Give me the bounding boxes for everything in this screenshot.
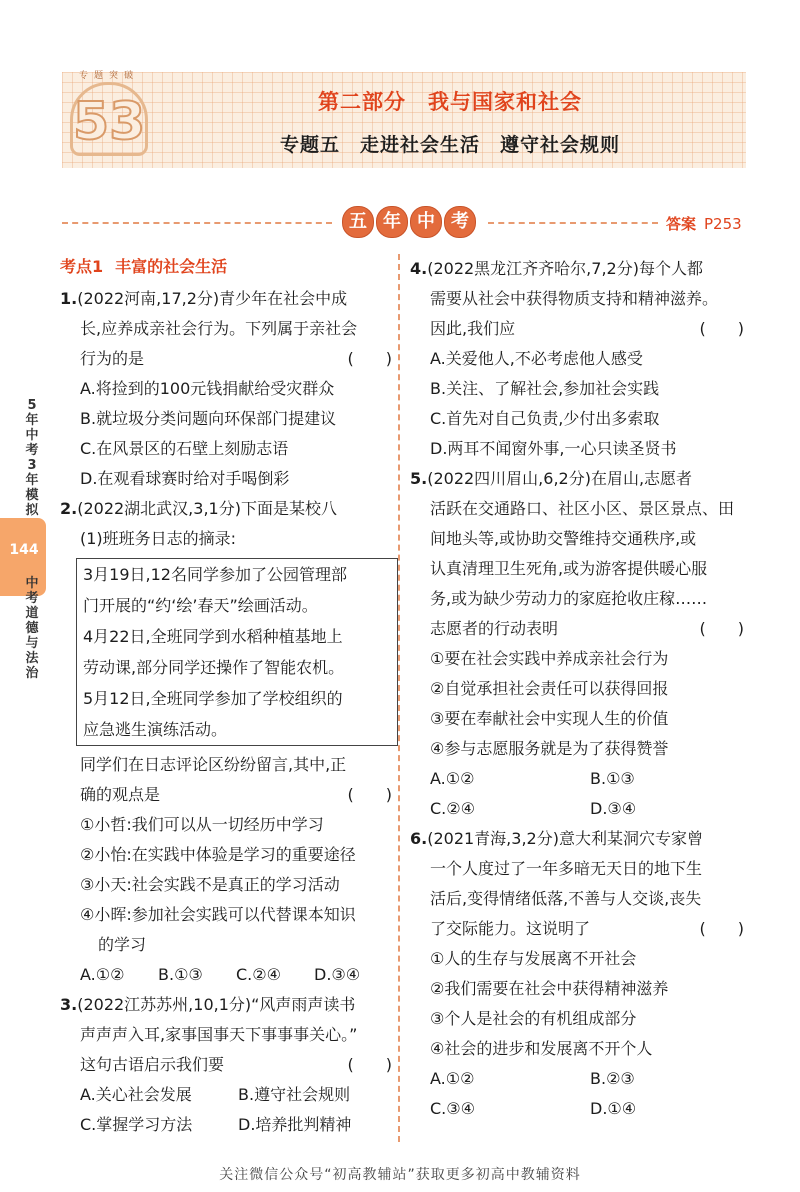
question-1	[60, 284, 398, 494]
banner-divider-right	[488, 222, 658, 224]
excerpt-line: 应急逃生演练活动。	[83, 720, 228, 739]
topic-title: 专题五 走进社会生活 遵守社会规则	[279, 134, 620, 156]
option-b: B.①③	[158, 965, 203, 984]
logo-number: 53	[70, 82, 148, 156]
question-text: (2022黑龙江齐齐哈尔,7,2分)每个人都	[427, 259, 703, 278]
question-text: 确的观点是	[80, 785, 161, 804]
option-c: C.②④	[430, 799, 475, 818]
option-d: D.培养批判精神	[238, 1115, 352, 1134]
logo-caption: 专题突破	[78, 71, 139, 81]
diary-excerpt-box	[76, 558, 398, 746]
question-text: (2022河南,17,2分)青少年在社会中成	[77, 289, 348, 308]
question-text: (2022江苏苏州,10,1分)“风声雨声读书	[77, 995, 356, 1014]
page-number: 144	[9, 542, 39, 558]
question-line: (1)班班务日志的摘录:	[80, 529, 237, 548]
question-line	[60, 780, 398, 810]
option-row	[410, 1064, 750, 1094]
question-text: 这句古语启示我们要	[80, 1055, 225, 1074]
statement: 的学习	[98, 935, 147, 954]
excerpt-line: 4月22日,全班同学到水稻种植基地上	[83, 627, 343, 646]
question-line	[410, 824, 750, 854]
option-a: A.关心社会发展	[80, 1085, 192, 1104]
statement: ③个人是社会的有机组成部分	[430, 1009, 637, 1028]
question-text: 因此,我们应	[430, 319, 516, 338]
answer-blank: ( )	[347, 349, 392, 368]
option-d: D.在观看球赛时给对手喝倒彩	[80, 469, 290, 488]
question-line: 务,或为缺少劳动力的家庭抢收庄稼……	[430, 589, 708, 608]
question-line	[410, 614, 750, 644]
answer-label: 答案	[666, 215, 697, 233]
option-b: B.遵守社会规则	[238, 1085, 351, 1104]
question-line: 认真清理卫生死角,或为游客提供暖心服	[430, 559, 708, 578]
question-line	[60, 284, 398, 314]
option-a: A.关爱他人,不必考虑他人感受	[430, 349, 643, 368]
statement: ①人的生存与发展离不开社会	[430, 949, 637, 968]
option-a: A.①②	[80, 965, 125, 984]
footer-note: 关注微信公众号“初高教辅站”获取更多初高中教辅资料	[219, 1167, 581, 1183]
option-row	[60, 1080, 398, 1110]
question-4	[410, 254, 750, 464]
question-text: 行为的是	[80, 349, 145, 368]
section-label: 考点1	[60, 257, 104, 276]
question-text: (2022湖北武汉,3,1分)下面是某校八	[77, 499, 337, 518]
statement: ③小天:社会实践不是真正的学习活动	[80, 875, 340, 894]
answer-blank: ( )	[347, 785, 392, 804]
subject-title	[22, 576, 42, 681]
option-row	[410, 1094, 750, 1124]
option-d: D.③④	[314, 965, 361, 984]
question-line: 同学们在日志评论区纷纷留言,其中,正	[80, 755, 347, 774]
banner-char: 考	[444, 206, 476, 238]
option-row	[60, 960, 398, 990]
series-title	[22, 398, 42, 518]
question-number: 5.	[410, 469, 428, 488]
question-number: 4.	[410, 259, 428, 278]
excerpt-line: 5月12日,全班同学参加了学校组织的	[83, 689, 343, 708]
statement: ①要在社会实践中养成亲社会行为	[430, 649, 669, 668]
question-line: 活后,变得情绪低落,不善与人交谈,丧失	[430, 889, 702, 908]
banner-char: 五	[342, 206, 374, 238]
logo-53	[66, 68, 152, 160]
question-line: 活跃在交通路口、社区小区、景区景点、田	[430, 499, 735, 518]
question-line: 长,应养成亲社会行为。下列属于亲社会	[80, 319, 358, 338]
option-a: A.①②	[430, 1069, 475, 1088]
answer-blank: ( )	[699, 319, 744, 338]
question-line: 间地头等,或协助交警维持交通秩序,或	[430, 529, 697, 548]
question-line: 声声声入耳,家事国事天下事事事关心。”	[80, 1025, 358, 1044]
statement: ②自觉承担社会责任可以获得回报	[430, 679, 669, 698]
excerpt-line: 门开展的“约‘绘’春天”绘画活动。	[83, 596, 318, 615]
option-b: B.①③	[590, 769, 635, 788]
option-a: A.①②	[430, 769, 475, 788]
option-b: B.就垃圾分类问题向环保部门提建议	[80, 409, 337, 428]
series-title-text: 5年中考3年模拟	[25, 398, 39, 518]
answer-blank: ( )	[699, 919, 744, 938]
column-divider	[398, 254, 400, 1142]
question-number: 1.	[60, 289, 78, 308]
question-line	[60, 494, 398, 524]
statement: ②我们需要在社会中获得精神滋养	[430, 979, 669, 998]
question-line	[60, 990, 398, 1020]
option-c: C.在风景区的石壁上刻励志语	[80, 439, 289, 458]
question-text: 志愿者的行动表明	[430, 619, 559, 638]
right-column	[410, 254, 750, 1124]
banner-char: 年	[376, 206, 408, 238]
question-number: 6.	[410, 829, 428, 848]
section-heading	[60, 254, 398, 280]
part-title: 第二部分 我与国家和社会	[318, 90, 582, 114]
option-row	[60, 1110, 398, 1140]
question-line	[410, 254, 750, 284]
answer-page: P253	[704, 215, 742, 233]
option-c: C.首先对自己负责,少付出多索取	[430, 409, 660, 428]
statement: ②小怡:在实践中体验是学习的重要途径	[80, 845, 356, 864]
question-text: 了交际能力。这说明了	[430, 919, 591, 938]
banner-char: 中	[410, 206, 442, 238]
option-c: C.②④	[236, 965, 281, 984]
excerpt-line: 劳动课,部分同学还操作了智能农机。	[83, 658, 345, 677]
question-number: 2.	[60, 499, 78, 518]
question-text: (2021青海,3,2分)意大利某洞穴专家曾	[427, 829, 703, 848]
statement: ①小哲:我们可以从一切经历中学习	[80, 815, 324, 834]
left-column	[60, 254, 398, 1140]
banner-divider-left	[62, 222, 332, 224]
question-line: 需要从社会中获得物质支持和精神滋养。	[430, 289, 719, 308]
answer-blank: ( )	[347, 1055, 392, 1074]
option-d: D.①④	[590, 1099, 637, 1118]
section-title: 丰富的社会生活	[115, 257, 228, 276]
option-b: B.关注、了解社会,参加社会实践	[430, 379, 660, 398]
question-line: 一个人度过了一年多暗无天日的地下生	[430, 859, 703, 878]
option-d: D.两耳不闻窗外事,一心只读圣贤书	[430, 439, 677, 458]
question-line	[410, 914, 750, 944]
question-2	[60, 494, 398, 990]
question-3	[60, 990, 398, 1140]
statement: ④参与志愿服务就是为了获得赞誉	[430, 739, 669, 758]
option-c: C.掌握学习方法	[80, 1115, 193, 1134]
question-line	[410, 464, 750, 494]
option-c: C.③④	[430, 1099, 475, 1118]
option-a: A.将捡到的100元钱捐献给受灾群众	[80, 379, 335, 398]
question-number: 3.	[60, 995, 78, 1014]
question-5	[410, 464, 750, 824]
answer-blank: ( )	[699, 619, 744, 638]
statement: ③要在奉献社会中实现人生的价值	[430, 709, 669, 728]
option-row	[410, 794, 750, 824]
subject-title-text: 中考道德与法治	[25, 576, 39, 681]
question-line	[410, 314, 750, 344]
option-b: B.②③	[590, 1069, 635, 1088]
statement: ④小晖:参加社会实践可以代替课本知识	[80, 905, 356, 924]
option-d: D.③④	[590, 799, 637, 818]
question-text: (2022四川眉山,6,2分)在眉山,志愿者	[427, 469, 693, 488]
statement: ④社会的进步和发展离不开个人	[430, 1039, 653, 1058]
question-line	[60, 344, 398, 374]
excerpt-line: 3月19日,12名同学参加了公园管理部	[83, 565, 347, 584]
question-line	[60, 1050, 398, 1080]
option-row	[410, 764, 750, 794]
answer-reference	[666, 213, 742, 234]
question-6	[410, 824, 750, 1124]
